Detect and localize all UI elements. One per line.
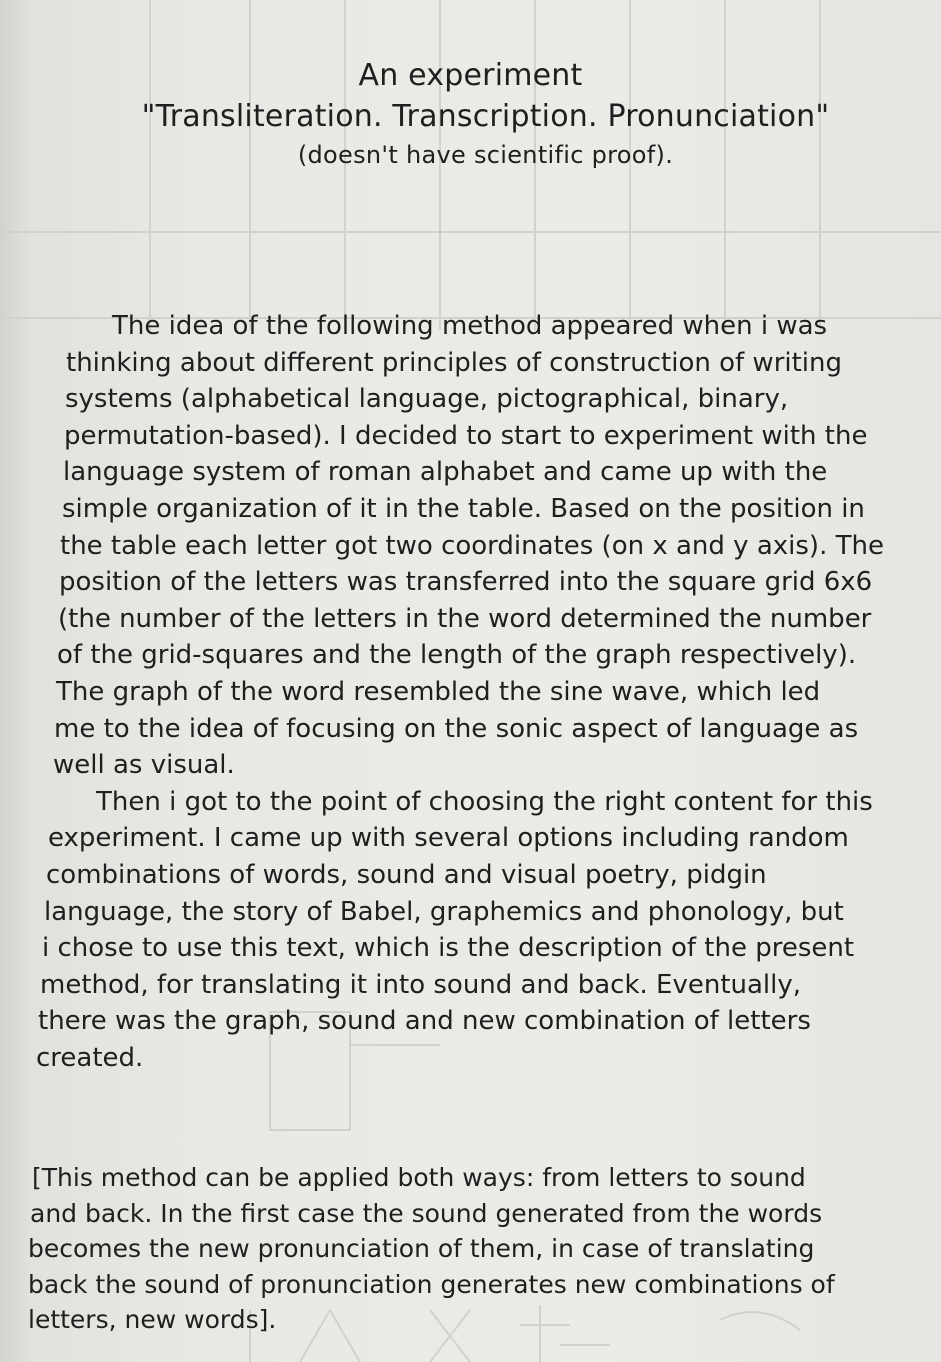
body-line: The graph of the word resembled the sine wave, which led (56, 676, 821, 707)
body-line: there was the graph, sound and new combination of letters (38, 1006, 811, 1037)
body-text (30, 308, 930, 1076)
body-line: of the grid-squares and the length of the graph respectively). (57, 640, 857, 671)
page-subtitle: (doesn't have scientific proof). (297, 141, 674, 169)
body-line: created. (36, 1042, 144, 1073)
bracketed-note (28, 1160, 928, 1338)
body-line: language, the story of Babel, graphemics and phonology, but (44, 896, 844, 927)
body-line: simple organization of it in the table. Based on the position in (62, 493, 865, 524)
note-line: and back. In the first case the sound generated from the words (30, 1198, 823, 1228)
body-line: me to the idea of focusing on the sonic aspect of language as (54, 713, 859, 744)
note-line: [This method can be applied both ways: from letters to sound (32, 1163, 806, 1192)
body-line: (the number of the letters in the word determined the number (58, 603, 872, 634)
body-line: i chose to use this text, which is the description of the present (42, 933, 855, 964)
body-line: position of the letters was transferred into the square grid 6x6 (59, 567, 873, 598)
body-line: experiment. I came up with several options including random (48, 823, 849, 854)
body-line: thinking about different principles of construction of writing (66, 347, 843, 378)
body-line: language system of roman alphabet and came up with the (63, 457, 828, 488)
body-line: Then i got to the point of choosing the right content for this (96, 786, 873, 817)
note-line: letters, new words]. (28, 1305, 277, 1335)
page-title-quote: "Transliteration. Transcription. Pronunciation" (141, 99, 830, 134)
page-title: An experiment (358, 58, 583, 93)
note-line: back the sound of pronunciation generates new combinations of (28, 1269, 835, 1299)
header (0, 56, 941, 172)
body-line: the table each letter got two coordinates (on x and y axis). The (60, 530, 884, 561)
body-line: The idea of the following method appeared when i was (112, 311, 828, 341)
body-line: systems (alphabetical language, pictographical, binary, (65, 384, 789, 415)
body-line: method, for translating it into sound and back. Eventually, (40, 969, 802, 1000)
body-line: permutation-based). I decided to start to experiment with the (64, 420, 868, 451)
body-line: well as visual. (53, 750, 235, 781)
body-line: combinations of words, sound and visual poetry, pidgin (46, 859, 767, 890)
note-line: becomes the new pronunciation of them, in case of translating (28, 1234, 815, 1264)
